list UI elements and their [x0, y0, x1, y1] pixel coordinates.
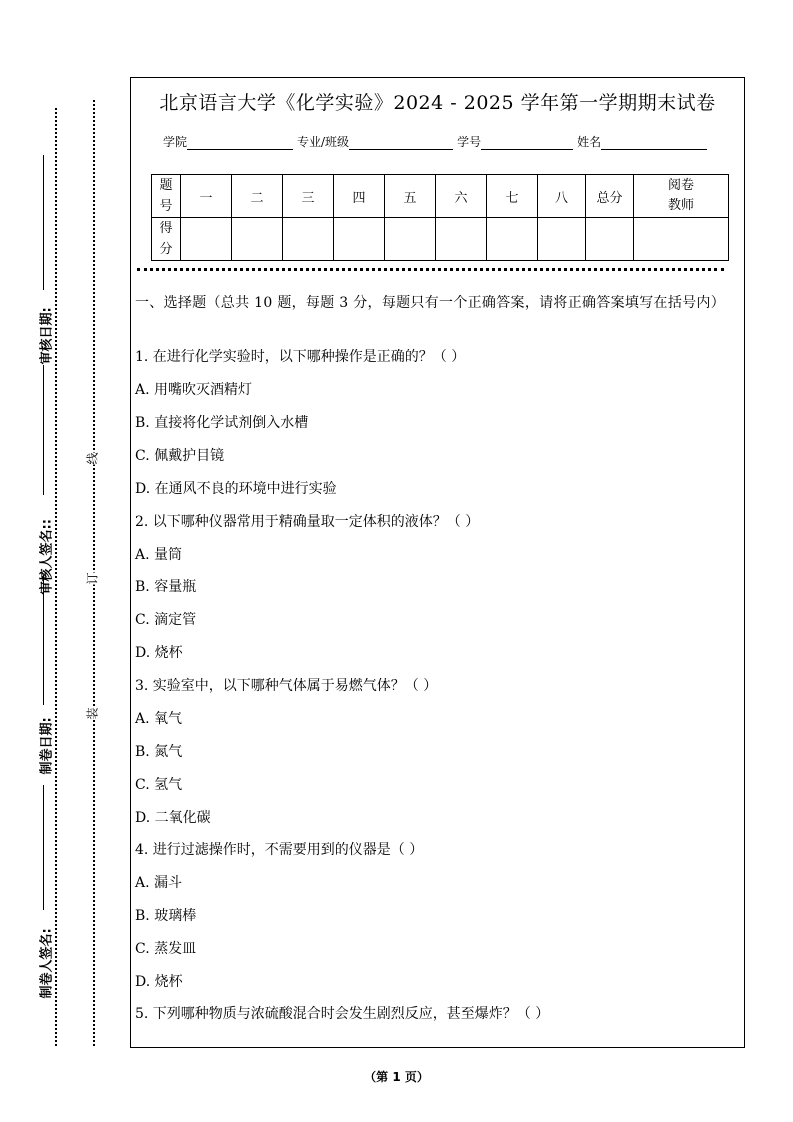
- reviewer-sign-line: [43, 365, 44, 495]
- section-1-heading: [135, 292, 735, 314]
- col-header-2: 二: [232, 175, 283, 218]
- college-field[interactable]: [187, 137, 293, 150]
- q1-option-c: C. 佩戴护目镜: [135, 448, 225, 464]
- maker-sign-label: 制卷人签名:: [39, 928, 55, 999]
- q2-option-a: A. 量筒: [135, 547, 183, 563]
- row-label-score: 得分: [152, 218, 181, 261]
- question-2: 2. 以下哪种仪器常用于精确量取一定体积的液体？（ ）: [135, 514, 480, 530]
- col-header-total: 总分: [586, 175, 634, 218]
- score-cell-6[interactable]: [436, 218, 487, 261]
- q3-option-a: A. 氧气: [135, 711, 183, 727]
- exam-frame: [130, 77, 745, 1048]
- college-label: 学院: [163, 135, 188, 149]
- score-cell-8[interactable]: [538, 218, 586, 261]
- q4-option-a: A. 漏斗: [135, 875, 183, 891]
- score-cell-total[interactable]: [586, 218, 634, 261]
- question-3: 3. 实验室中，以下哪种气体属于易燃气体？（ ）: [135, 678, 438, 694]
- q3-option-c: C. 氢气: [135, 777, 183, 793]
- section-heading-text: 一、选择题（总共 10 题，每题 3 分，每题只有一个正确答案，请将正确答案填写在括号内）: [135, 295, 726, 311]
- col-header-3: 三: [283, 175, 334, 218]
- question-1: 1. 在进行化学实验时，以下哪种操作是正确的？（ ）: [135, 349, 466, 365]
- major-label: 专业/班级: [297, 135, 350, 149]
- q4-option-c: C. 蒸发皿: [135, 941, 197, 957]
- student-id-label: 学号: [457, 135, 482, 149]
- col-header-6: 六: [436, 175, 487, 218]
- page-number: （第 1 页）: [364, 1070, 429, 1084]
- col-header-8: 八: [538, 175, 586, 218]
- exam-title: 北京语言大学《化学实验》2024 - 2025 学年第一学期期末试卷: [159, 92, 716, 114]
- col-header-grader: 阅卷教师: [634, 175, 729, 218]
- col-header-7: 七: [487, 175, 538, 218]
- make-date-label: 制卷日期:: [39, 717, 55, 775]
- col-header-1: 一: [181, 175, 232, 218]
- score-cell-5[interactable]: [385, 218, 436, 261]
- q2-option-b: B. 容量瓶: [135, 579, 197, 595]
- outer-dotted-line: [55, 108, 57, 1046]
- q4-option-b: B. 玻璃棒: [135, 908, 197, 924]
- score-cell-7[interactable]: [487, 218, 538, 261]
- score-cell-3[interactable]: [283, 218, 334, 261]
- student-id-field[interactable]: [481, 137, 573, 150]
- q1-option-a: A. 用嘴吹灭酒精灯: [135, 382, 253, 398]
- q3-option-d: D. 二氧化碳: [135, 810, 211, 826]
- name-label: 姓名: [577, 135, 602, 149]
- make-date-line: [43, 575, 44, 705]
- score-cell-2[interactable]: [232, 218, 283, 261]
- score-cell-4[interactable]: [334, 218, 385, 261]
- q1-option-d: D. 在通风不良的环境中进行实验: [135, 481, 337, 497]
- q2-option-c: C. 滴定管: [135, 612, 197, 628]
- bind-char-line: 线: [85, 452, 100, 465]
- review-date-line: [43, 155, 44, 290]
- question-5: 5. 下列哪种物质与浓硫酸混合时会发生剧烈反应，甚至爆炸？（ ）: [135, 1006, 550, 1022]
- q4-option-d: D. 烧杯: [135, 974, 183, 990]
- dotted-divider: [137, 268, 724, 271]
- score-cell-1[interactable]: [181, 218, 232, 261]
- bind-char-mount: 装: [85, 707, 100, 720]
- name-field[interactable]: [601, 137, 707, 150]
- bind-char-order: 订: [85, 572, 100, 585]
- review-date-label: 审核日期:: [39, 307, 55, 365]
- q2-option-d: D. 烧杯: [135, 645, 183, 661]
- col-header-4: 四: [334, 175, 385, 218]
- row-label-question: 题号: [152, 175, 181, 218]
- reviewer-sign-label: 审核人签名::: [39, 519, 55, 595]
- major-field[interactable]: [349, 137, 453, 150]
- score-table: [151, 174, 729, 261]
- q1-option-b: B. 直接将化学试剂倒入水槽: [135, 415, 309, 431]
- maker-sign-line: [43, 785, 44, 910]
- col-header-5: 五: [385, 175, 436, 218]
- student-info-row: [163, 133, 711, 150]
- score-cell-grader[interactable]: [634, 218, 729, 261]
- question-4: 4. 进行过滤操作时，不需要用到的仪器是（ ）: [135, 842, 424, 858]
- q3-option-b: B. 氮气: [135, 744, 183, 760]
